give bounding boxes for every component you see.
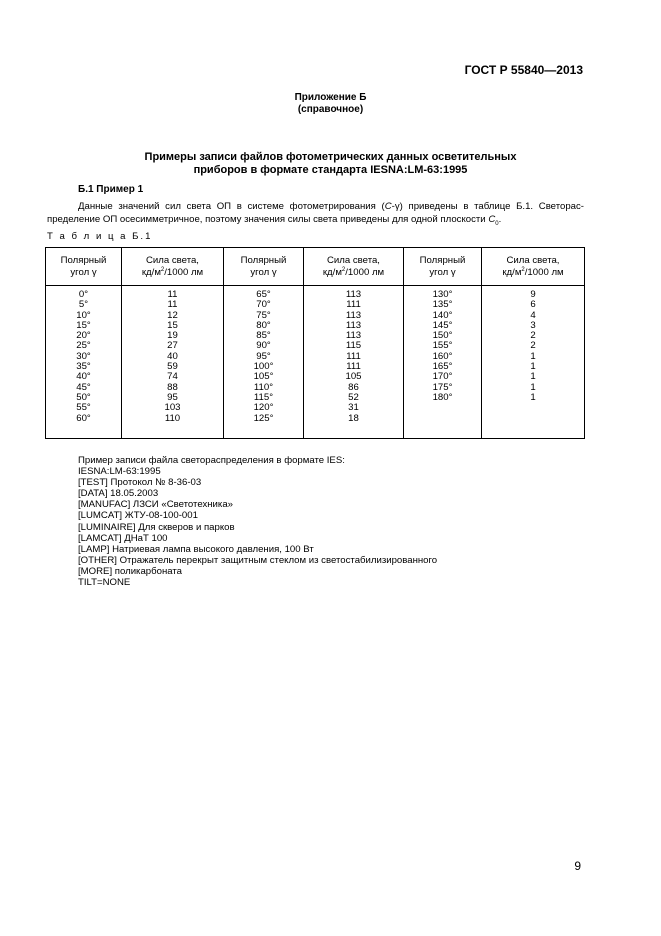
- table-column-cell: [404, 286, 482, 439]
- table-cell-value: 135°: [432, 299, 453, 311]
- header-intensity: Сила света, $кд/м^2/1000$ лм: [482, 248, 585, 286]
- table-cell-value: 2: [530, 330, 536, 342]
- ies-line: [MANUFAC] ЛЗСИ «Светотехника»: [78, 499, 233, 511]
- header-polar-angle: Полярный угол γ: [404, 248, 482, 286]
- intensity-table: [45, 247, 585, 439]
- ies-line: [LUMINAIRE] Для скверов и парков: [78, 521, 235, 533]
- table-cell-value: 105: [345, 371, 362, 383]
- table-cell-value: 103: [164, 402, 181, 414]
- ies-line: [OTHER] Отражатель перекрыт защитным стеклом из светостабилизированного: [78, 554, 438, 566]
- table-cell-value: 111: [346, 299, 361, 311]
- ies-line: TILT=NONE: [78, 577, 131, 589]
- ies-line: IESNA:LM-63:1995: [78, 466, 161, 478]
- table-column-cell: [46, 286, 122, 439]
- table-caption: Т а б л и ц а Б.1: [47, 231, 153, 242]
- table-cell-value: 175°: [432, 381, 453, 393]
- table-cell-value: 115°: [253, 391, 274, 403]
- table-cell-value: 113: [345, 319, 362, 331]
- table-cell-value: 55°: [76, 402, 91, 414]
- table-cell-value: 31: [348, 402, 359, 414]
- table-cell-value: 105°: [253, 371, 274, 383]
- table-header-row: [46, 248, 585, 286]
- table-cell-value: 65°: [256, 289, 271, 300]
- table-cell-value: 1: [530, 391, 536, 403]
- table-column-cell: [224, 286, 304, 439]
- header-intensity: Сила света, $кд/м^2/1000$ лм: [122, 248, 224, 286]
- table-cell-value: 45°: [76, 381, 91, 393]
- table-cell-value: 18: [348, 412, 359, 424]
- table-cell-value: 59: [167, 361, 178, 373]
- table-cell-value: 10°: [76, 309, 91, 321]
- table-cell-value: 130°: [432, 289, 453, 300]
- section-title: Б.1 Пример 1: [78, 184, 144, 195]
- table-cell-value: 3: [530, 319, 536, 331]
- table-cell-value: 40°: [76, 371, 91, 383]
- table-cell-value: 95: [167, 391, 178, 403]
- table-cell-value: 110: [164, 412, 181, 424]
- table-cell-value: 111: [346, 350, 361, 362]
- table-cell-value: 88: [167, 381, 178, 393]
- table-cell-value: 115: [345, 340, 362, 352]
- table-cell-value: 60°: [76, 412, 91, 424]
- ies-line: [LAMP] Натриевая лампа высокого давления, 100 Вт: [78, 543, 314, 555]
- table-cell-value: 1: [530, 350, 536, 362]
- table-cell-value: 110°: [253, 381, 274, 393]
- table-cell-value: 95°: [256, 350, 271, 362]
- table-cell-value: 4: [530, 309, 536, 321]
- table-cell-value: 80°: [256, 319, 271, 331]
- table-cell-value: 1: [530, 361, 536, 373]
- table-cell-value: 0°: [78, 289, 89, 300]
- table-cell-value: 27: [167, 340, 178, 352]
- ies-file-example: [78, 455, 437, 588]
- ies-line: [TEST] Протокол № 8-36-03: [78, 477, 202, 489]
- table-cell-value: 100°: [253, 361, 274, 373]
- table-column-cell: [482, 286, 585, 439]
- table-cell-value: 50°: [76, 391, 91, 403]
- doc-title-line-1: Примеры записи файлов фотометрических данных осветительных: [144, 151, 517, 163]
- standard-header: ГОСТ Р 55840—2013: [464, 63, 583, 77]
- table-cell-value: 25°: [76, 340, 91, 352]
- table-column-cell: [304, 286, 404, 439]
- table-cell-value: 113: [345, 330, 362, 342]
- table-cell-value: 140°: [432, 309, 453, 321]
- table-cell-value: 180°: [432, 391, 453, 403]
- table-cell-value: 20°: [76, 330, 91, 342]
- table-cell-value: 145°: [432, 319, 453, 331]
- header-intensity: Сила света, $кд/м^2/1000$ лм: [304, 248, 404, 286]
- table-cell-value: 1: [530, 381, 536, 393]
- table-cell-value: 90°: [256, 340, 271, 352]
- table-cell-value: 30°: [76, 350, 91, 362]
- ies-line: [LUMCAT] ЖТУ-08-100-001: [78, 510, 198, 522]
- table-cell-value: 111: [346, 361, 361, 373]
- table-cell-value: 170°: [432, 371, 453, 383]
- table-cell-value: 5°: [78, 299, 89, 311]
- table-cell-value: 125°: [253, 412, 274, 424]
- table-column-cell: [122, 286, 224, 439]
- table-cell-value: 74: [167, 371, 178, 383]
- table-cell-value: 165°: [432, 361, 453, 373]
- table-cell-value: 75°: [256, 309, 271, 321]
- table-cell-value: 11: [167, 289, 178, 300]
- annex-title: Приложение Б: [294, 92, 367, 103]
- table-cell-value: 113: [345, 289, 362, 300]
- header-polar-angle: Полярный угол γ: [224, 248, 304, 286]
- table-cell-value: 52: [348, 391, 359, 403]
- ies-line: Пример записи файла светораспределения в формате IES:: [78, 455, 345, 466]
- ies-line: [LAMCAT] ДНаТ 100: [78, 532, 168, 544]
- table-cell-value: 35°: [76, 361, 91, 373]
- table-cell-value: 155°: [432, 340, 453, 352]
- table-cell-value: 2: [530, 340, 536, 352]
- doc-title-line-2: приборов в формате стандарта IESNA:LM-63:1995: [193, 164, 468, 176]
- table-cell-value: 40: [167, 350, 178, 362]
- table-cell-value: 11: [167, 299, 178, 311]
- page-number: 9: [574, 859, 581, 873]
- table-cell-value: 1: [530, 371, 536, 383]
- table-cell-value: 70°: [256, 299, 271, 311]
- annex-subtitle: (справочное): [297, 104, 364, 115]
- ies-line: [DATA] 18.05.2003: [78, 488, 159, 500]
- table-cell-value: 19: [167, 330, 178, 342]
- table-body-row: [46, 286, 585, 439]
- table-cell-value: 9: [530, 289, 536, 300]
- table-cell-value: 15: [167, 319, 178, 331]
- table-cell-value: 15°: [76, 319, 91, 331]
- header-polar-angle: Полярный угол γ: [46, 248, 122, 286]
- table-cell-value: 150°: [432, 330, 453, 342]
- table-cell-value: 12: [167, 309, 178, 321]
- table-cell-value: 160°: [432, 350, 453, 362]
- intro-paragraph: Данные значений сил света ОП в системе фотометрирования (C-γ) приведены в таблице Б.1. Светораспределение ОП осесимметричное, поэтому значения силы света приведены для одной плоскости $C_0$.: [47, 201, 584, 227]
- table-cell-value: 86: [348, 381, 359, 393]
- table-cell-value: 85°: [256, 330, 271, 342]
- table-cell-value: 6: [530, 299, 536, 311]
- table-cell-value: 113: [345, 309, 362, 321]
- table-cell-value: 120°: [253, 402, 274, 414]
- ies-line: [MORE] поликарбоната: [78, 565, 183, 577]
